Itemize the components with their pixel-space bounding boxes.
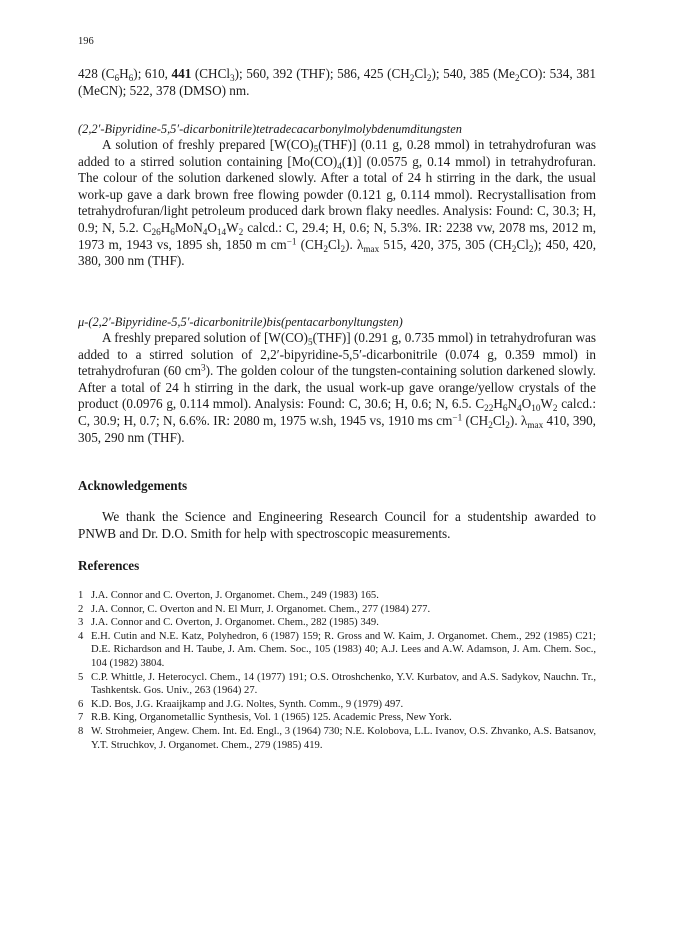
acknowledgements-section [78, 478, 596, 542]
reference-item [78, 589, 596, 603]
reference-item [78, 616, 596, 630]
reference-text: R.B. King, Organometallic Synthesis, Vol. 1 (1965) 125. Academic Press, New York. [91, 712, 452, 724]
reference-item [78, 671, 596, 698]
molybdenum-section-title: (2,2′-Bipyridine-5,5′-dicarbonitrile)tetradecacarbonylmolybdenumditungsten [78, 122, 462, 136]
reference-text: E.H. Cutin and N.E. Katz, Polyhedron, 6 (1987) 159; R. Gross and W. Kaim, J. Organomet. Chem., 292 (1985) C21; D.E. Richardson and H. Taube, J. Am. Chem. Soc., 105 (1983) 40; A.J. Lees and A.W. Adamson, J. Am. Chem. Soc., 104 (1982) 3804. [91, 630, 596, 669]
tungsten-section-body: A freshly prepared solution of $[W(CO)_5(THF)]$ (0.291 g, 0.735 mmol) in tetrahydrofuran was added to a stirred solution of 2,2′-bipyridine-5,5′-dicarbonitrile (0.074 g, 0.359 mmol) in tetrahydrofuran (60 $cm^3$). The golden colour of the tungsten-containing solution darkened slowly. After a total of 24 h stirring in the dark, the usual work-up gave orange/yellow crystals of the product (0.0976 g, 0.114 mmol). Analysis: Found: C, 30.6; H, 0.6; N, 6.5. $C_{22}H_6N_4O_{10}W_2$ calcd.: C, 30.9; H, 0.7; N, 6.6%. IR: 2080 m, 1975 w.sh, 1945 vs, 1910 ms $cm^{-1}$ $(CH_2Cl_2)$. $\lambda_{max}$ 410, 390, 305, 290 nm (THF). [78, 330, 596, 445]
references-list [78, 589, 596, 752]
reference-item [78, 603, 596, 617]
reference-number: 2 [78, 603, 84, 615]
reference-item [78, 725, 596, 752]
reference-number: 3 [78, 617, 84, 629]
page-number: 196 [78, 36, 94, 47]
reference-text: K.D. Bos, J.G. Kraaijkamp and J.G. Noltes, Synth. Comm., 9 (1979) 497. [91, 698, 404, 710]
intro-paragraph [78, 66, 596, 99]
molybdenum-section [78, 121, 596, 270]
acknowledgements-heading: Acknowledgements [78, 478, 188, 493]
reference-number: 8 [78, 725, 84, 737]
references-section [78, 558, 596, 752]
acknowledgements-text: We thank the Science and Engineering Research Council for a studentship awarded to PNWB and Dr. D.O. Smith for help with spectroscopic measurements. [78, 509, 596, 541]
reference-text: C.P. Whittle, J. Heterocycl. Chem., 14 (1977) 191; O.S. Otroshchenko, Y.V. Kurbatov, and A.S. Sadykov, Nauchn. Tr., Tashkentsk. Gos. Univ., 263 (1964) 27. [91, 671, 596, 697]
reference-text: W. Strohmeier, Angew. Chem. Int. Ed. Engl., 3 (1964) 730; N.E. Kolobova, L.L. Ivanov, O.S. Zhvanko, A.S. Batsanov, Y.T. Struchkov, J. Organomet. Chem., 279 (1985) 419. [91, 725, 596, 751]
reference-number: 1 [78, 590, 84, 601]
intro-text: 428 $(C_6H_6)$; 610, 441 (CHCl$_3$); 560, 392 (THF); 586, 425 $(CH_2Cl_2)$; 540, 385 $(Me_2CO)$: 534, 381 (MeCN); 522, 378 (DMSO) nm. [78, 66, 596, 98]
reference-text: J.A. Connor, C. Overton and N. El Murr, J. Organomet. Chem., 277 (1984) 277. [91, 603, 431, 615]
reference-number: 6 [78, 698, 84, 710]
reference-text: J.A. Connor and C. Overton, J. Organomet. Chem., 282 (1985) 349. [91, 617, 379, 629]
tungsten-section [78, 314, 596, 446]
reference-number: 5 [78, 671, 84, 683]
reference-item [78, 711, 596, 725]
tungsten-section-title: μ-(2,2′-Bipyridine-5,5′-dicarbonitrile)bis(pentacarbonyltungsten) [78, 315, 403, 329]
reference-number: 7 [78, 712, 84, 724]
reference-item [78, 630, 596, 671]
references-heading: References [78, 558, 140, 573]
reference-text: J.A. Connor and C. Overton, J. Organomet. Chem., 249 (1983) 165. [91, 590, 379, 601]
reference-number: 4 [78, 630, 84, 642]
molybdenum-section-body: A solution of freshly prepared $[W(CO)_5(THF)]$ (0.11 g, 0.28 mmol) in tetrahydrofuran was added to a stirred solution containing $[Mo(CO)_4(1)]$ (0.0575 g, 0.14 mmol) in tetrahydrofuran. The colour of the solution darkened slowly. After a total of 24 h stirring in the dark, the usual work-up gave a dark brown free flowing powder (0.121 g, 0.114 mmol). Recrystallisation from tetrahydrofuran/light petroleum produced dark brown flaky needles. Analysis: Found: C, 30.3; H, 0.9; N, 5.2. $C_{26}H_6MoN_4O_{14}W_2$ calcd.: C, 29.4; H, 0.6; N, 5.3%. IR: 2238 vw, 2078 ms, 2012 m, 1973 m, 1943 vs, 1895 sh, 1850 m $cm^{-1}$ $(CH_2Cl_2)$. $\lambda_{max}$ 515, 420, 375, 305 $(CH_2Cl_2)$; 450, 420, 380, 300 nm (THF). [78, 137, 597, 269]
reference-item [78, 698, 596, 712]
